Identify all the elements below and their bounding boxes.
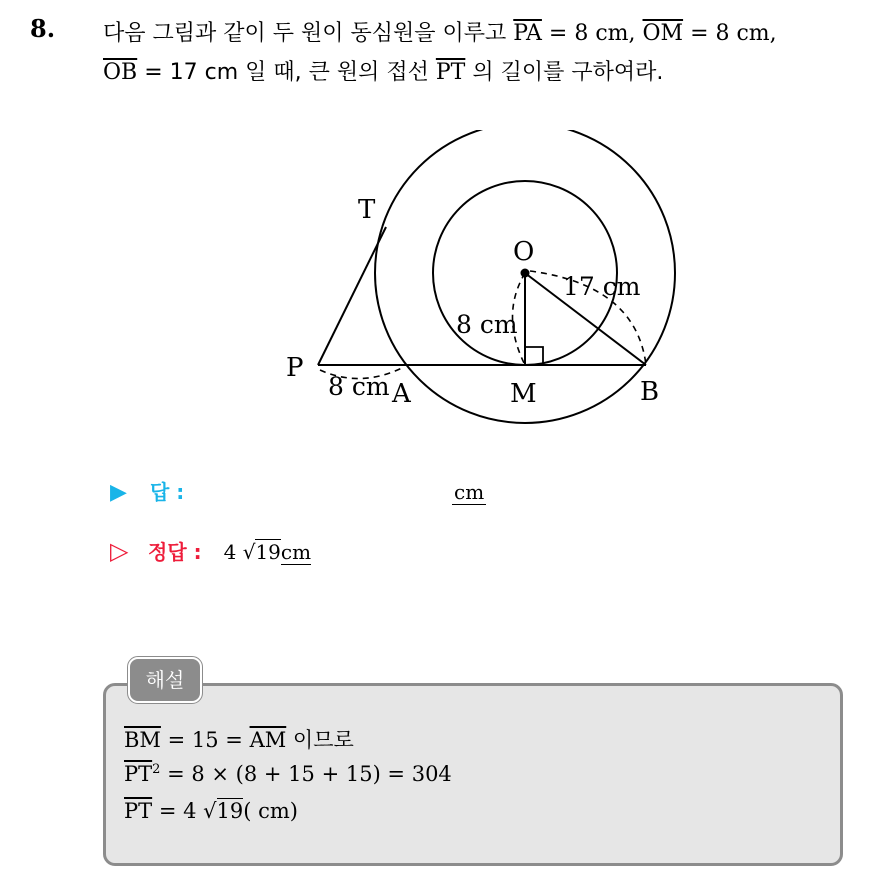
correct-answer-row [110,536,311,565]
segment-pt: $\overline{PT}$ [435,60,466,85]
explanation-tab: 해설 [128,657,202,703]
right-angle-mark [525,347,543,365]
question-text: 다음 그림과 같이 두 원이 동심원을 이루고 [103,21,514,46]
result-radicand: 19 [216,799,244,823]
segment-pa: $\overline{PA}$ [513,21,542,46]
question-tail: 의 길이를 구하여라. [465,60,664,85]
exponent: 2 [152,762,161,777]
result-unit: ( cm) [243,799,298,823]
label-a: A [392,379,411,409]
segment-ob: $\overline{OB}$ [103,60,138,85]
therefore-text: 이므로 [286,728,354,752]
answer-radicand: 19 [255,540,281,564]
label-m: M [510,379,537,409]
segment-am: $\overline{AM}$ [249,728,287,752]
correct-answer-unit: cm [280,540,312,564]
equals-15: = 15 = [160,728,250,752]
label-o: O [513,237,535,267]
label-b: B [640,377,660,407]
concentric-circles-figure [280,130,700,430]
sqrt-icon: √ [203,799,217,823]
question-line-2 [103,55,663,86]
answer-row [110,476,184,505]
segment-pt-squared: $\overline{PT}$ [124,762,153,786]
segment-om: $\overline{OM}$ [642,21,684,46]
answer-blank-unit[interactable]: cm [454,480,485,504]
sqrt-icon: √ [242,540,256,564]
power-calculation: = 8 × (8 + 15 + 15) = 304 [160,762,452,786]
answer-label: 답 : [150,480,185,504]
segment-ob-value: = 17 cm 일 때, 큰 원의 접선 [137,60,436,85]
label-p: P [286,353,304,383]
answer-coefficient: 4 [223,540,243,564]
label-t: T [358,195,376,225]
correct-answer-value [224,540,311,564]
question-number: 8. [30,14,56,43]
result-coefficient: = 4 [152,799,204,823]
solid-triangle-icon: ▶ [110,480,127,505]
explanation-line-1 [124,724,354,754]
question-line-1 [103,16,777,47]
segment-bm: $\overline{BM}$ [124,728,161,752]
label-om-length: 8 cm [456,310,518,339]
correct-answer-label: 정답 : [148,540,202,564]
label-pa-length: 8 cm [328,372,390,401]
segment-pt-result: $\overline{PT}$ [124,799,153,823]
segment-pa-value: = 8 cm, [541,21,643,46]
explanation-line-2 [124,762,452,786]
label-ob-length: 17 cm [563,272,641,301]
outline-triangle-icon: ▷ [110,537,129,565]
explanation-line-3 [124,799,298,823]
segment-om-value: = 8 cm, [683,21,777,46]
